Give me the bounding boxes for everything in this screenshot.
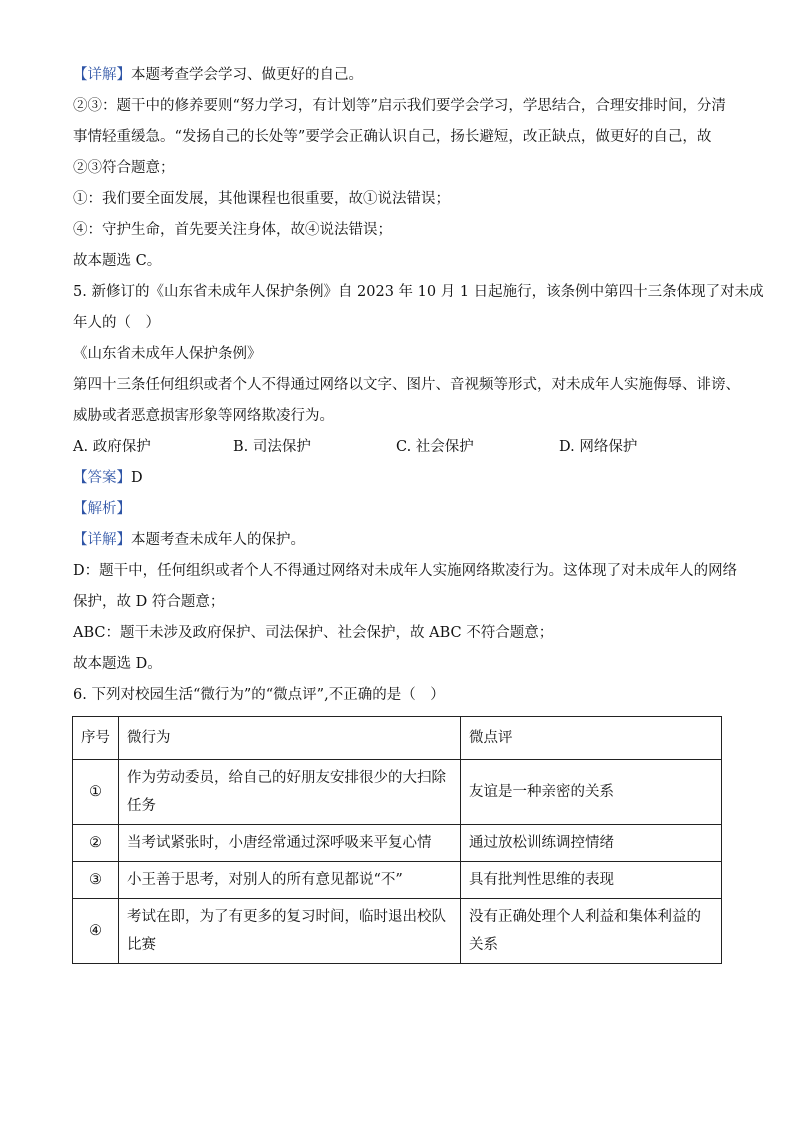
analysis-tag: 【解析】	[73, 501, 131, 517]
q5-material-line: 威胁或者恶意损害形象等网络欺凌行为。	[73, 408, 334, 424]
q4-explanation-line: ④：守护生命，首先要关注身体，故④说法错误；	[73, 222, 392, 238]
detail-tag: 【详解】	[73, 532, 131, 548]
q5-analysis	[73, 494, 723, 525]
q5-material-line: 第四十三条任何组织或者个人不得通过网络以文字、图片、音视频等形式，对未成年人实施侮辱、诽谤、	[73, 377, 740, 393]
answer-value: D	[131, 470, 143, 486]
row-comment: 具有批判性思维的表现	[461, 862, 722, 899]
table-row	[73, 899, 722, 964]
q5-detail-line	[73, 525, 723, 556]
table-row	[73, 760, 722, 825]
q4-conclusion: 故本题选 C。	[73, 253, 162, 269]
q5-answer	[73, 463, 723, 494]
row-number: ③	[73, 862, 119, 899]
table-row	[73, 825, 722, 862]
table-row	[73, 862, 722, 899]
row-number: ②	[73, 825, 119, 862]
q4-explanation-line: ②③：题干中的修养要则“努力学习，有计划等”启示我们要学会学习，学思结合，合理安排时间，分清	[73, 98, 726, 114]
q4-explanation-line: ②③符合题意；	[73, 160, 175, 176]
detail-text: 本题考查学会学习、做更好的自己。	[131, 67, 363, 83]
q5-stem-line: 年人的（ ）	[73, 315, 160, 331]
q6-stem: 6. 下列对校园生活“微行为”的“微点评”,不正确的是（ ）	[73, 687, 445, 703]
option-b[interactable]: B. 司法保护	[233, 439, 311, 455]
answer-tag: 【答案】	[73, 470, 131, 486]
row-comment: 友谊是一种亲密的关系	[461, 760, 722, 825]
row-comment: 没有正确处理个人利益和集体利益的关系	[461, 899, 722, 964]
q5-explanation-line: ABC：题干未涉及政府保护、司法保护、社会保护，故 ABC 不符合题意；	[73, 625, 554, 641]
header-comment: 微点评	[461, 717, 722, 760]
q5-material-title: 《山东省未成年人保护条例》	[73, 346, 262, 362]
table-header-row	[73, 717, 722, 760]
q5-explanation-line: D：题干中，任何组织或者个人不得通过网络对未成年人实施网络欺凌行为。这体现了对未成年人的网络	[73, 563, 738, 579]
q4-detail-line	[73, 60, 723, 91]
detail-text: 本题考查未成年人的保护。	[131, 532, 305, 548]
q5-options	[73, 432, 723, 463]
row-comment: 通过放松训练调控情绪	[461, 825, 722, 862]
option-d[interactable]: D. 网络保护	[559, 439, 638, 455]
q4-explanation-line: 事情轻重缓急。“发扬自己的长处等”要学会正确认识自己，扬长避短，改正缺点，做更好的自己，故	[73, 129, 712, 145]
document-page	[73, 60, 764, 711]
detail-tag: 【详解】	[73, 67, 131, 83]
q5-conclusion: 故本题选 D。	[73, 656, 162, 672]
q5-stem-line: 5. 新修订的《山东省未成年人保护条例》自 2023 年 10 月 1 日起施行，该条例中第四十三条体现了对未成	[73, 284, 764, 300]
row-behavior: 作为劳动委员，给自己的好朋友安排很少的大扫除任务	[119, 760, 461, 825]
header-number: 序号	[73, 717, 119, 760]
option-a[interactable]: A. 政府保护	[73, 439, 151, 455]
row-behavior: 小王善于思考，对别人的所有意见都说“不”	[119, 862, 461, 899]
header-behavior: 微行为	[119, 717, 461, 760]
row-number: ①	[73, 760, 119, 825]
q6-table	[72, 716, 722, 964]
q5-explanation-line: 保护，故 D 符合题意；	[73, 594, 225, 610]
row-behavior: 考试在即，为了有更多的复习时间，临时退出校队比赛	[119, 899, 461, 964]
option-c[interactable]: C. 社会保护	[396, 439, 474, 455]
row-behavior: 当考试紧张时，小唐经常通过深呼吸来平复心情	[119, 825, 461, 862]
q4-explanation-line: ①：我们要全面发展，其他课程也很重要，故①说法错误；	[73, 191, 450, 207]
row-number: ④	[73, 899, 119, 964]
